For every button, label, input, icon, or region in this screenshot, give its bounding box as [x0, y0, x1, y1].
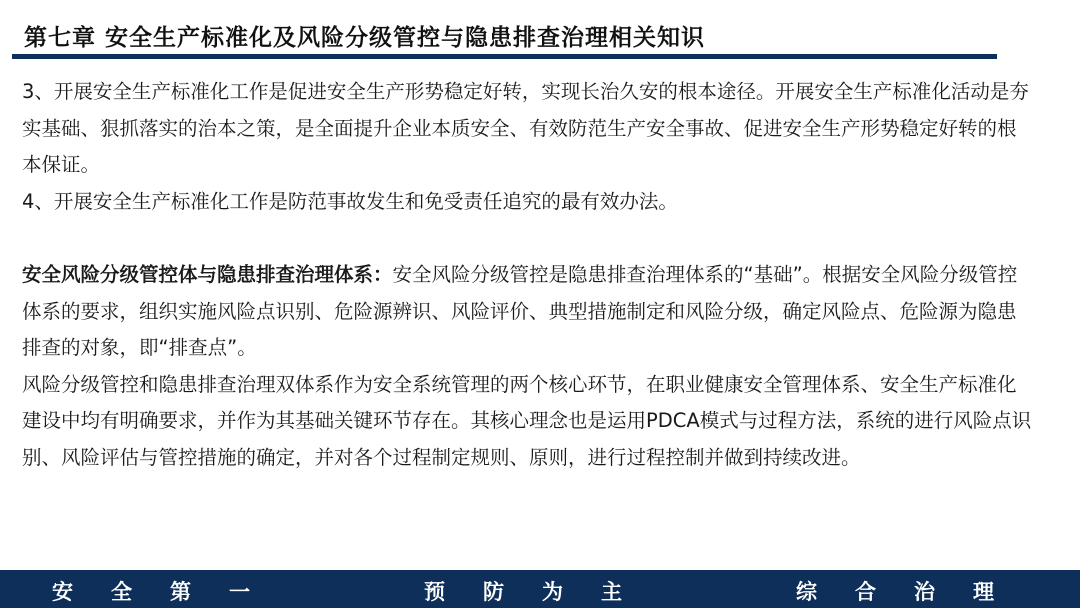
paragraph-spacer — [22, 220, 1034, 257]
paragraph-4: 4、开展安全生产标准化工作是防范事故发生和免受责任追究的最有效办法。 — [22, 189, 678, 213]
paragraph-dual-system: 风险分级管控和隐患排查治理双体系作为安全系统管理的两个核心环节，在职业健康安全管理体系、安全生产标准化建设中均有明确要求，并作为其基础关键环节存在。其核心理念也是运用PDCA模式与过程方法，系统的进行风险点识别、风险评估与管控措施的确定，并对各个过程制定规则、原则，进行过程控制并做到持续改进。 — [22, 372, 1032, 469]
paragraph-risk-system — [22, 257, 1034, 367]
header-divider — [12, 54, 997, 59]
slogan-prevention-first: 预防为主 — [424, 580, 660, 604]
slogan-comprehensive-management: 综合治理 — [796, 580, 1032, 604]
slide-header — [0, 0, 1080, 62]
risk-system-body: 安全风险分级管控是隐患排查治理体系的“基础”。根据安全风险分级管控体系的要求，组织实施风险点识别、危险源辨识、风险评价、典型措施制定和风险分级，确定风险点、危险源为隐患排查的对象，即“排查点”。 — [22, 263, 1018, 359]
slogan-safety-first: 安全第一 — [52, 580, 288, 604]
paragraph-3: 3、开展安全生产标准化工作是促进安全生产形势稳定好转，实现长治久安的根本途径。开展安全生产标准化活动是夯实基础、狠抓落实的治本之策，是全面提升企业本质安全、有效防范生产安全事故、促进安全生产形势稳定好转的根本保证。 — [22, 80, 1029, 176]
chapter-title: 第七章 安全生产标准化及风险分级管控与隐患排查治理相关知识 — [24, 25, 706, 51]
slide-body — [22, 74, 1034, 476]
slogan-footer — [0, 570, 1080, 608]
risk-system-heading: 安全风险分级管控体与隐患排查治理体系： — [22, 263, 393, 286]
